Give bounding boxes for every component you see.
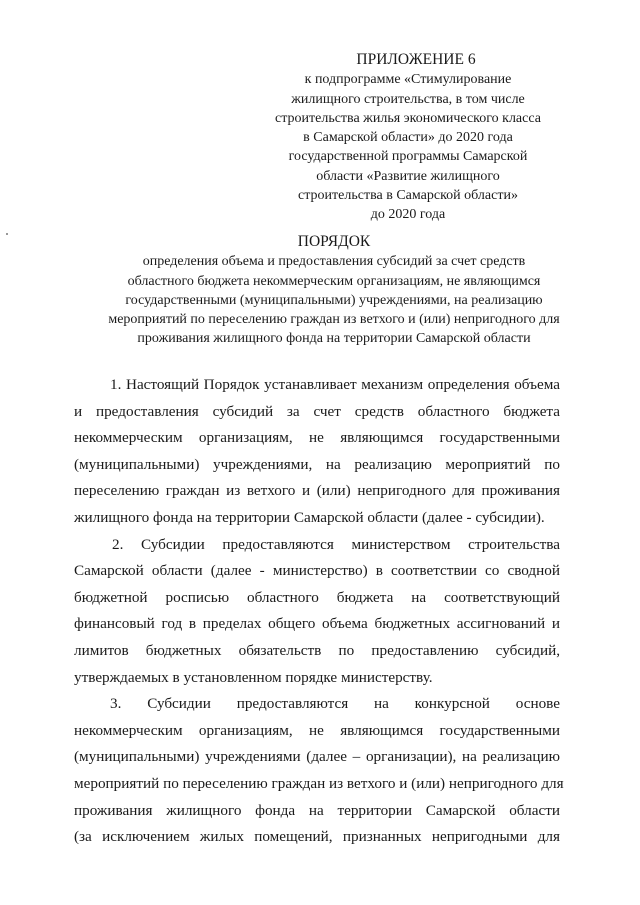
order-subtitle-line: областного бюджета некоммерческим организациям, не являющимся bbox=[127, 273, 541, 289]
paragraph-line: и предоставления субсидий за счет средств областного бюджета bbox=[74, 402, 560, 420]
paragraph-line: переселению граждан из ветхого и (или) непригодного для проживания bbox=[74, 482, 560, 500]
order-subtitle-line: мероприятий по переселению граждан из ветхого и (или) непригодного для bbox=[108, 312, 560, 328]
appendix-line: государственной программы Самарской bbox=[288, 149, 528, 165]
paragraph-line: финансовый год в пределах общего объема бюджетных ассигнований и bbox=[74, 615, 560, 633]
order-subtitle-line: государственными (муниципальными) учреждениями, на реализацию bbox=[125, 292, 543, 308]
appendix-header bbox=[258, 50, 558, 225]
paragraph-line: 1. Настоящий Порядок устанавливает механизм определения объема bbox=[110, 376, 560, 393]
document-body bbox=[74, 372, 564, 851]
order-subtitle-line: проживания жилищного фонда на территории Самарской области bbox=[137, 331, 531, 347]
paragraph-line: лимитов бюджетных обязательств по предоставлению субсидий, bbox=[74, 641, 560, 659]
order-subtitle-line: определения объема и предоставления субсидий за счет средств bbox=[142, 254, 526, 270]
paragraph-line: проживания жилищного фонда на территории Самарской области bbox=[74, 801, 560, 819]
paragraph-line: Самарской области (далее - министерство) в соответствии со сводной bbox=[74, 562, 560, 580]
paragraph-line: (муниципальными) учреждениями (далее – организации), на реализацию bbox=[74, 748, 560, 766]
paragraph-line: 2. Субсидии предоставляются министерством строительства bbox=[112, 535, 560, 553]
paragraph-line: жилищного фонда на территории Самарской области (далее - субсидии). bbox=[74, 508, 545, 526]
appendix-line: к подпрограмме «Стимулирование bbox=[304, 72, 512, 88]
appendix-title: ПРИЛОЖЕНИЕ 6 bbox=[356, 51, 476, 68]
appendix-line: строительства жилья экономического класса bbox=[275, 110, 541, 126]
paragraph-line: некоммерческим организациям, не являющимся государственными bbox=[74, 429, 560, 447]
scan-speck bbox=[6, 233, 8, 235]
paragraph-line: 3. Субсидии предоставляются на конкурсной основе bbox=[110, 695, 560, 713]
paragraph-line: некоммерческим организациям, не являющимся государственными bbox=[74, 721, 560, 739]
order-heading bbox=[60, 232, 608, 349]
appendix-line: до 2020 года bbox=[370, 207, 446, 223]
paragraph-line: (за исключением жилых помещений, признанных непригодными для bbox=[74, 828, 560, 846]
paragraph-line: (муниципальными) учреждениями, на реализацию мероприятий по bbox=[74, 455, 560, 473]
appendix-line: строительства в Самарской области» bbox=[298, 188, 518, 204]
appendix-line: жилищного строительства, в том числе bbox=[291, 91, 525, 107]
appendix-line: в Самарской области» до 2020 года bbox=[303, 130, 513, 146]
paragraph-3 bbox=[74, 691, 564, 851]
paragraph-1 bbox=[74, 372, 560, 532]
paragraph-2 bbox=[74, 532, 560, 692]
paragraph-line: бюджетной росписью областного бюджета на соответствующий bbox=[74, 588, 560, 606]
paragraph-line: мероприятий по переселению граждан из ветхого и (или) непригодного для bbox=[74, 774, 564, 792]
paragraph-line: утверждаемых в установленном порядке министерству. bbox=[74, 668, 433, 686]
appendix-line: области «Развитие жилищного bbox=[316, 168, 500, 184]
order-title: ПОРЯДОК bbox=[297, 233, 371, 250]
